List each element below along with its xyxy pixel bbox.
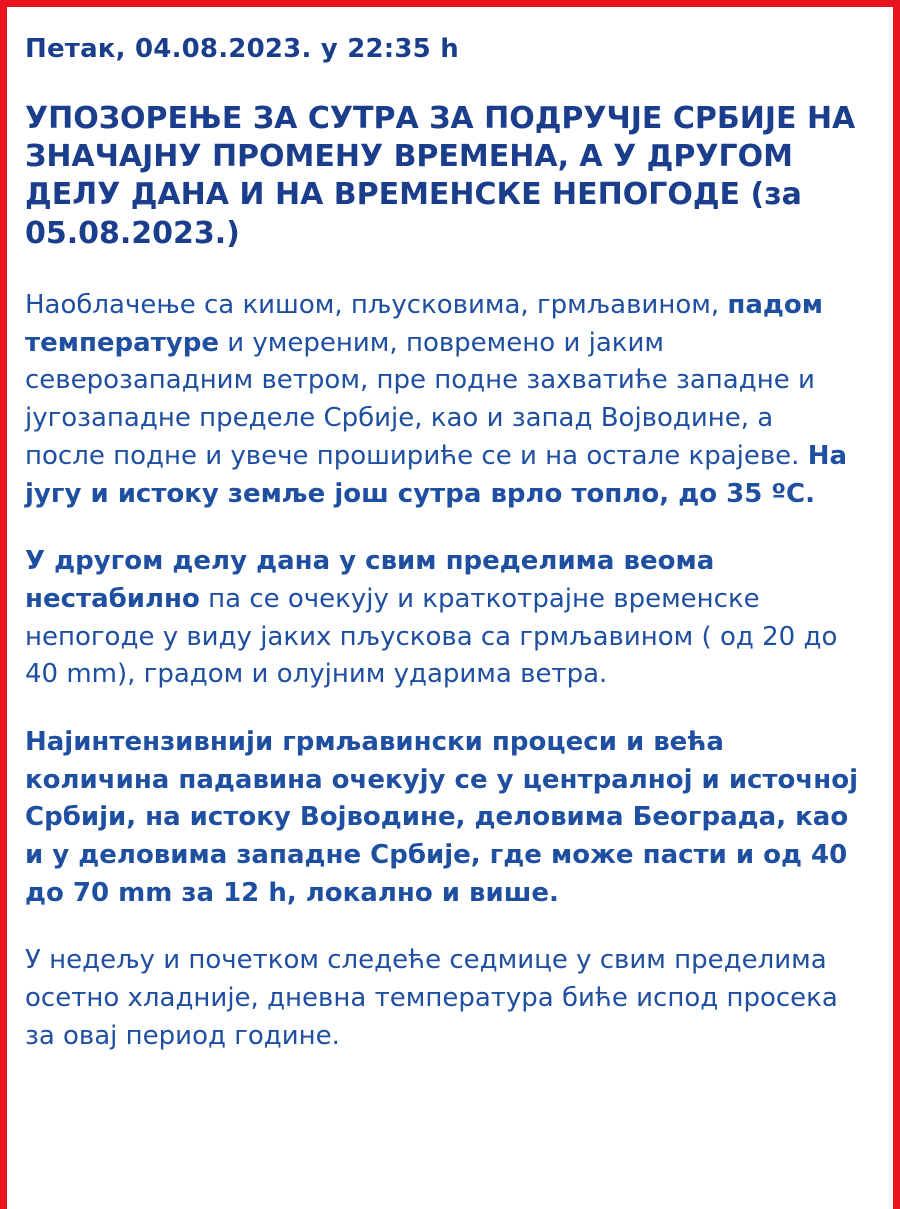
p2-bold-1: У другом делу дана у свим пределима веома нестабилно xyxy=(25,546,715,614)
p1-bold-2: На југу и истоку земље још сутра врло топло, до 35 ºC. xyxy=(25,440,848,509)
publish-timestamp: Петак, 04.08.2023. у 22:35 h xyxy=(25,34,459,64)
p1-text-2: и умереним, повремено и јаким северозападним ветром, пре подне захватиће западне и југозападне пределе Србије, као и запад Војводине, а после подне и увече прошириће се и на остале крајеве. xyxy=(25,327,815,471)
p1-text-1: Наоблачење са кишом, пљусковима, грмљавином, xyxy=(25,290,728,321)
paragraph-sunday-outlook: У недељу и почетком следеће седмице у свим пределима осетно хладније, дневна температура биће испод просека за овај период године. xyxy=(25,945,838,1051)
p1-bold-1: падом температуре xyxy=(25,290,824,358)
paragraph-forecast-morning xyxy=(25,287,859,513)
paragraph-afternoon-instability xyxy=(25,543,859,694)
paragraph-most-intense-areas: Најинтензивнији грмљавински процеси и већа количина падавина очекују се у централној и источној Србији, на истоку Војводине, деловима Београда, као и у деловима западне Србије, где може пасти и од 40 до 70 mm за 12 h, локално и више. xyxy=(25,726,858,908)
warning-headline: УПОЗОРЕЊЕ ЗА СУТРА ЗА ПОДРУЧЈЕ СРБИЈЕ НА ЗНАЧАЈНУ ПРОМЕНУ ВРЕМЕНА, А У ДРУГОМ ДЕЛУ ДАНА И НА ВРЕМЕНСКЕ НЕПОГОДЕ (за 05.08.2023.) xyxy=(25,100,856,251)
p2-text-1: па се очекују и краткотрајне временске непогоде у виду јаких пљускова са грмљавином ( од 20 до 40 mm), градом и олујним ударима ветра. xyxy=(25,583,838,690)
